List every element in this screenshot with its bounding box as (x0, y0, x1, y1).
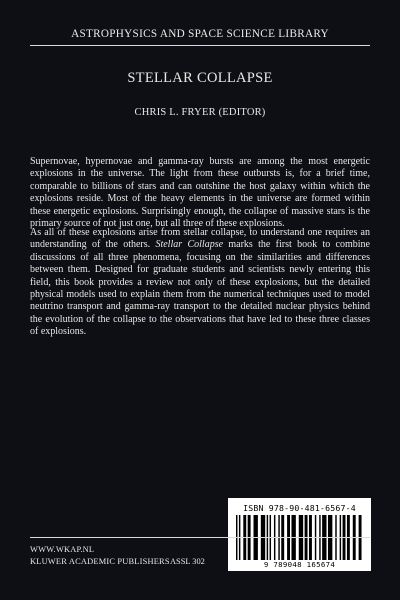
isbn-number: ISBN 978-90-481-6567-4 (243, 503, 356, 513)
isbn-barcode (228, 498, 371, 571)
series-number: ASSL 302 (170, 557, 205, 566)
book-title: STELLAR COLLAPSE (127, 70, 273, 86)
paragraph-2-lead: As all of these explosions arise from stellar collapse, to understand one requires an understanding of the others. (30, 227, 370, 251)
paragraph-2-rest: marks the first book to combine discussions of all three phenomena, focusing on the similarities and differences between them. Designed for graduate students and scientists newly entering this field, this book provides a review not only of these explosions, but the detailed physical models used to explain them from the numerical techniques used to model neutrino transport and gamma-ray transport to the detailed nuclear physics behind the evolution of the collapse to the observations that have led to these three classes of explosions. (30, 239, 370, 338)
paragraph-1-text: Supernovae, hypernovae and gamma-ray bursts are among the most energetic explosions in the universe. The light from these outbursts is, for a brief time, comparable to billions of stars and can outshine the host galaxy within which the explosions reside. Most of the heavy elements in the universe are formed within these energetic explosions. Surprisingly enough, the collapse of massive stars is the primary source of not just one, but all three of these explosions. (30, 156, 370, 230)
publisher-name: KLUWER ACADEMIC PUBLISHERS (30, 557, 170, 566)
bottom-rule (30, 537, 370, 538)
paragraph-2-book-title: Stellar Collapse (155, 239, 224, 251)
series-name: ASTROPHYSICS AND SPACE SCIENCE LIBRARY (71, 28, 329, 40)
book-editor: CHRIS L. FRYER (EDITOR) (134, 107, 266, 118)
top-rule (30, 45, 370, 46)
barcode-digits: 9 789048 165674 (263, 560, 336, 569)
description-paragraph-1 (30, 156, 370, 230)
publisher-website: WWW.WKAP.NL (30, 545, 95, 554)
paragraph-2-text (30, 227, 370, 339)
description-paragraph-2 (30, 227, 370, 339)
